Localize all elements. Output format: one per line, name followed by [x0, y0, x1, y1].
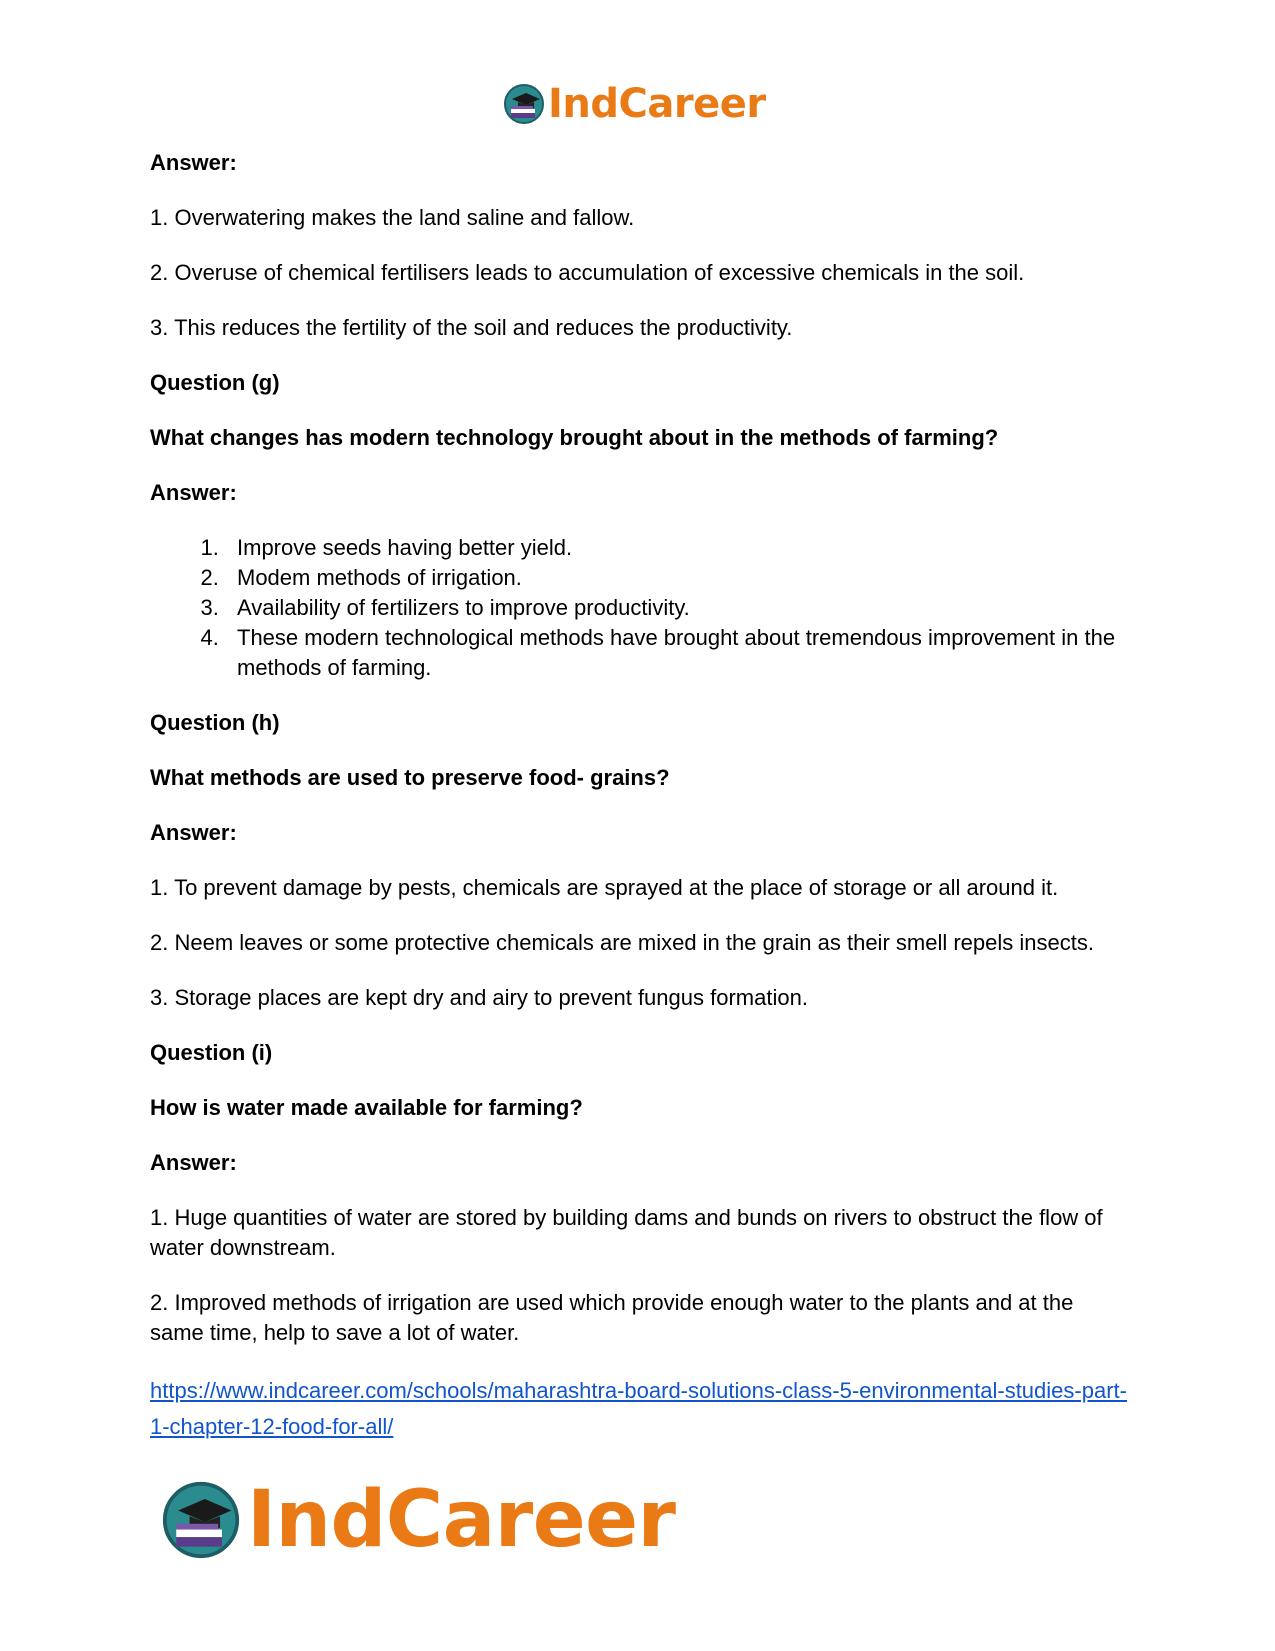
answer-point: 2. Neem leaves or some protective chemicals are mixed in the grain as their smell repels insects. [150, 930, 1094, 955]
footer-logo [161, 1474, 676, 1566]
question-label: Question (g) [150, 370, 280, 395]
question-text: What changes has modern technology brought about in the methods of farming? [150, 425, 999, 450]
question-label: Question (i) [150, 1040, 273, 1065]
source-link[interactable]: https://www.indcareer.com/schools/maharashtra-board-solutions-class-5-environmental-studies-part-1-chapter-12-food-for-all/ [150, 1378, 1127, 1439]
list-item: 4. These modern technological methods have brought about tremendous improvement in the methods of farming. [225, 623, 1130, 683]
header-logo [503, 80, 766, 128]
graduation-cap-book-globe-icon [161, 1480, 241, 1560]
answer-label: Answer: [150, 150, 237, 175]
answer-point: 1. To prevent damage by pests, chemicals are sprayed at the place of storage or all around it. [150, 875, 1059, 900]
answer-point: 2. Overuse of chemical fertilisers leads to accumulation of excessive chemicals in the soil. [150, 260, 1025, 285]
answer-label: Answer: [150, 820, 237, 845]
footer-logo-text: IndCareer [247, 1475, 676, 1565]
answer-numbered-list [150, 533, 1130, 683]
answer-label: Answer: [150, 1150, 237, 1175]
answer-point: 3. Storage places are kept dry and airy to prevent fungus formation. [150, 985, 808, 1010]
question-text: What methods are used to preserve food- grains? [150, 765, 670, 790]
answer-point: 1. Overwatering makes the land saline and fallow. [150, 205, 635, 230]
answer-label: Answer: [150, 480, 237, 505]
answer-point: 1. Huge quantities of water are stored by building dams and bunds on rivers to obstruct the flow of water downstream. [150, 1205, 1103, 1260]
list-item: 1. Improve seeds having better yield. [225, 533, 1130, 563]
answer-point: 3. This reduces the fertility of the soil and reduces the productivity. [150, 315, 793, 340]
graduation-cap-book-globe-icon [503, 83, 545, 125]
list-item: 2. Modem methods of irrigation. [225, 563, 1130, 593]
answer-point: 2. Improved methods of irrigation are used which provide enough water to the plants and at the same time, help to save a lot of water. [150, 1290, 1074, 1345]
header-logo-text: IndCareer [548, 81, 766, 127]
question-text: How is water made available for farming? [150, 1095, 583, 1120]
list-item: 3. Availability of fertilizers to improve productivity. [225, 593, 1130, 623]
question-label: Question (h) [150, 710, 280, 735]
document-content [150, 148, 1130, 1470]
